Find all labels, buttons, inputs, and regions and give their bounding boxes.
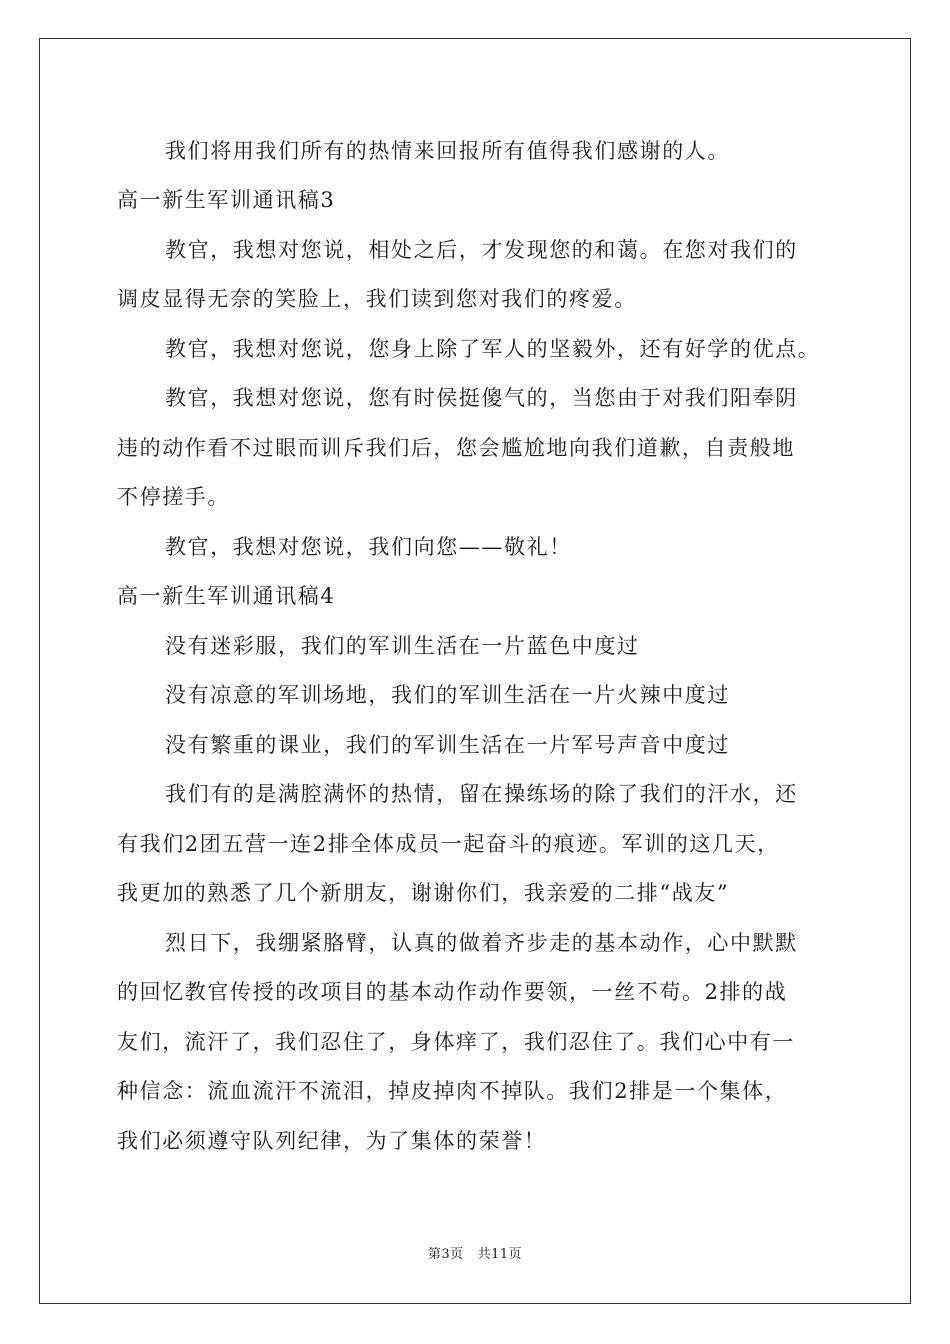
paragraph-line: 友们，流汗了，我们忍住了，身体痒了，我们忍住了。我们心中有一 bbox=[117, 1030, 795, 1054]
paragraph-line: 不停搓手。 bbox=[117, 485, 230, 509]
paragraph-line: 没有迷彩服，我们的军训生活在一片蓝色中度过 bbox=[165, 634, 640, 658]
paragraph-line: 有我们2团五营一连2排全体成员一起奋斗的痕迹。军训的这几天， bbox=[117, 832, 780, 856]
paragraph-line: 教官，我想对您说，您有时侯挺傻气的，当您由于对我们阳奉阴 bbox=[165, 386, 798, 410]
paragraph-line: 我们将用我们所有的热情来回报所有值得我们感谢的人。 bbox=[165, 139, 730, 163]
page-frame bbox=[39, 38, 911, 1304]
paragraph-line: 我们必须遵守队列纪律，为了集体的荣誉！ bbox=[117, 1129, 547, 1153]
section-heading: 高一新生军训通讯稿3 bbox=[117, 188, 336, 212]
paragraph-line: 我们有的是满腔满怀的热情，留在操练场的除了我们的汗水，还 bbox=[165, 782, 798, 806]
paragraph-line: 没有繁重的课业，我们的军训生活在一片军号声音中度过 bbox=[165, 733, 730, 757]
paragraph-line: 我更加的熟悉了几个新朋友，谢谢你们，我亲爱的二排“战友” bbox=[117, 881, 730, 905]
paragraph-line: 调皮显得无奈的笑脸上，我们读到您对我们的疼爱。 bbox=[117, 287, 637, 311]
paragraph-line: 违的动作看不过眼而训斥我们后，您会尴尬地向我们道歉，自责般地 bbox=[117, 436, 795, 460]
section-heading: 高一新生军训通讯稿4 bbox=[117, 584, 336, 608]
paragraph-line: 的回忆教官传授的改项目的基本动作动作要领，一丝不苟。2排的战 bbox=[117, 980, 788, 1004]
page-footer bbox=[0, 1246, 950, 1264]
paragraph-line: 教官，我想对您说，相处之后，才发现您的和蔼。在您对我们的 bbox=[165, 238, 798, 262]
paragraph-line: 烈日下，我绷紧胳臂，认真的做着齐步走的基本动作，心中默默 bbox=[165, 931, 798, 955]
paragraph-line: 没有凉意的军训场地，我们的军训生活在一片火辣中度过 bbox=[165, 683, 730, 707]
paragraph-line: 教官，我想对您说，您身上除了军人的坚毅外，还有好学的优点。 bbox=[165, 337, 821, 361]
page-number: 第3页 bbox=[427, 1247, 464, 1262]
paragraph-line: 教官，我想对您说，我们向您——敬礼！ bbox=[165, 535, 572, 559]
paragraph-line: 种信念：流血流汗不流泪，掉皮掉肉不掉队。我们2排是一个集体， bbox=[117, 1079, 788, 1103]
page-total: 共11页 bbox=[477, 1247, 523, 1262]
